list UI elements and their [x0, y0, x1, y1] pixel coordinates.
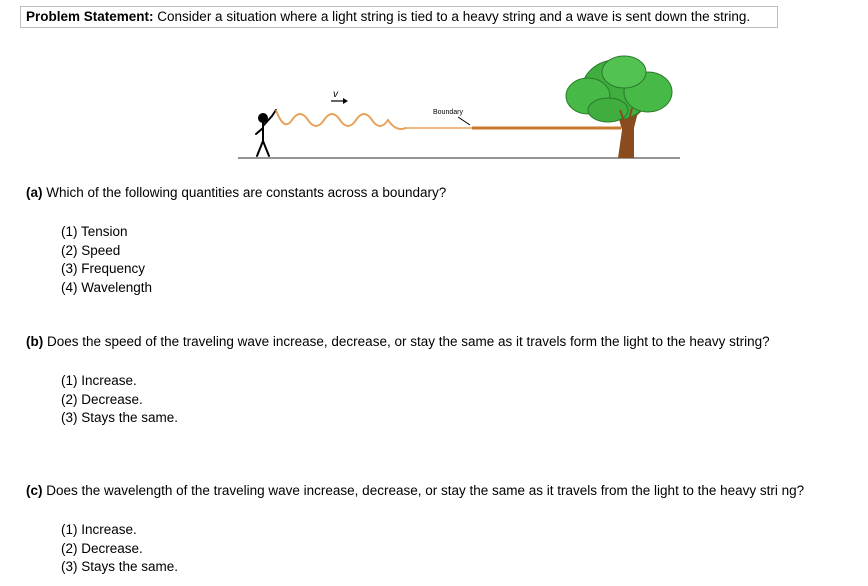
- option-item: (3) Stays the same.: [61, 410, 179, 426]
- option-item: (3) Frequency: [61, 261, 146, 277]
- question-text: Which of the following quantities are constants across a boundary?: [42, 185, 447, 200]
- question-c: [26, 483, 804, 498]
- problem-statement: [20, 6, 778, 28]
- boundary-label: Boundary: [433, 109, 463, 116]
- boundary-arrow: [458, 117, 470, 125]
- question-text: Does the speed of the traveling wave increase, decrease, or stay the same as it travels form the light to the heavy string?: [43, 334, 770, 349]
- question-number: (c): [26, 483, 43, 498]
- options-a: [61, 223, 152, 298]
- option-item: (1) Increase.: [61, 522, 137, 537]
- option-item: (1) Increase.: [61, 373, 137, 388]
- question-number: (b): [26, 334, 44, 349]
- option-item: (2) Decrease.: [61, 391, 143, 407]
- options-b: [61, 372, 178, 428]
- option-item: (2) Decrease.: [61, 540, 143, 556]
- question-text: Does the wavelength of the traveling wave increase, decrease, or stay the same as it travels from the light to the heavy stri ng?: [42, 483, 805, 498]
- option-item: (2) Speed: [61, 242, 121, 258]
- velocity-arrow: [331, 89, 348, 104]
- option-item: (4) Wavelength: [61, 280, 153, 296]
- stick-figure-icon: [256, 110, 276, 156]
- question-b: [26, 334, 770, 349]
- question-number: (a): [26, 185, 43, 200]
- wave-boundary-figure: [236, 48, 682, 164]
- question-a: [26, 185, 446, 200]
- velocity-label: v: [333, 89, 338, 100]
- problem-statement-text: Consider a situation where a light string is tied to a heavy string and a wave is sent down the string.: [153, 9, 751, 24]
- options-c: [61, 521, 178, 577]
- problem-statement-label: Problem Statement:: [26, 9, 154, 24]
- option-item: (1) Tension: [61, 224, 128, 239]
- wave-pulse: [276, 110, 406, 129]
- tree-icon: [566, 56, 672, 158]
- option-item: (3) Stays the same.: [61, 559, 179, 575]
